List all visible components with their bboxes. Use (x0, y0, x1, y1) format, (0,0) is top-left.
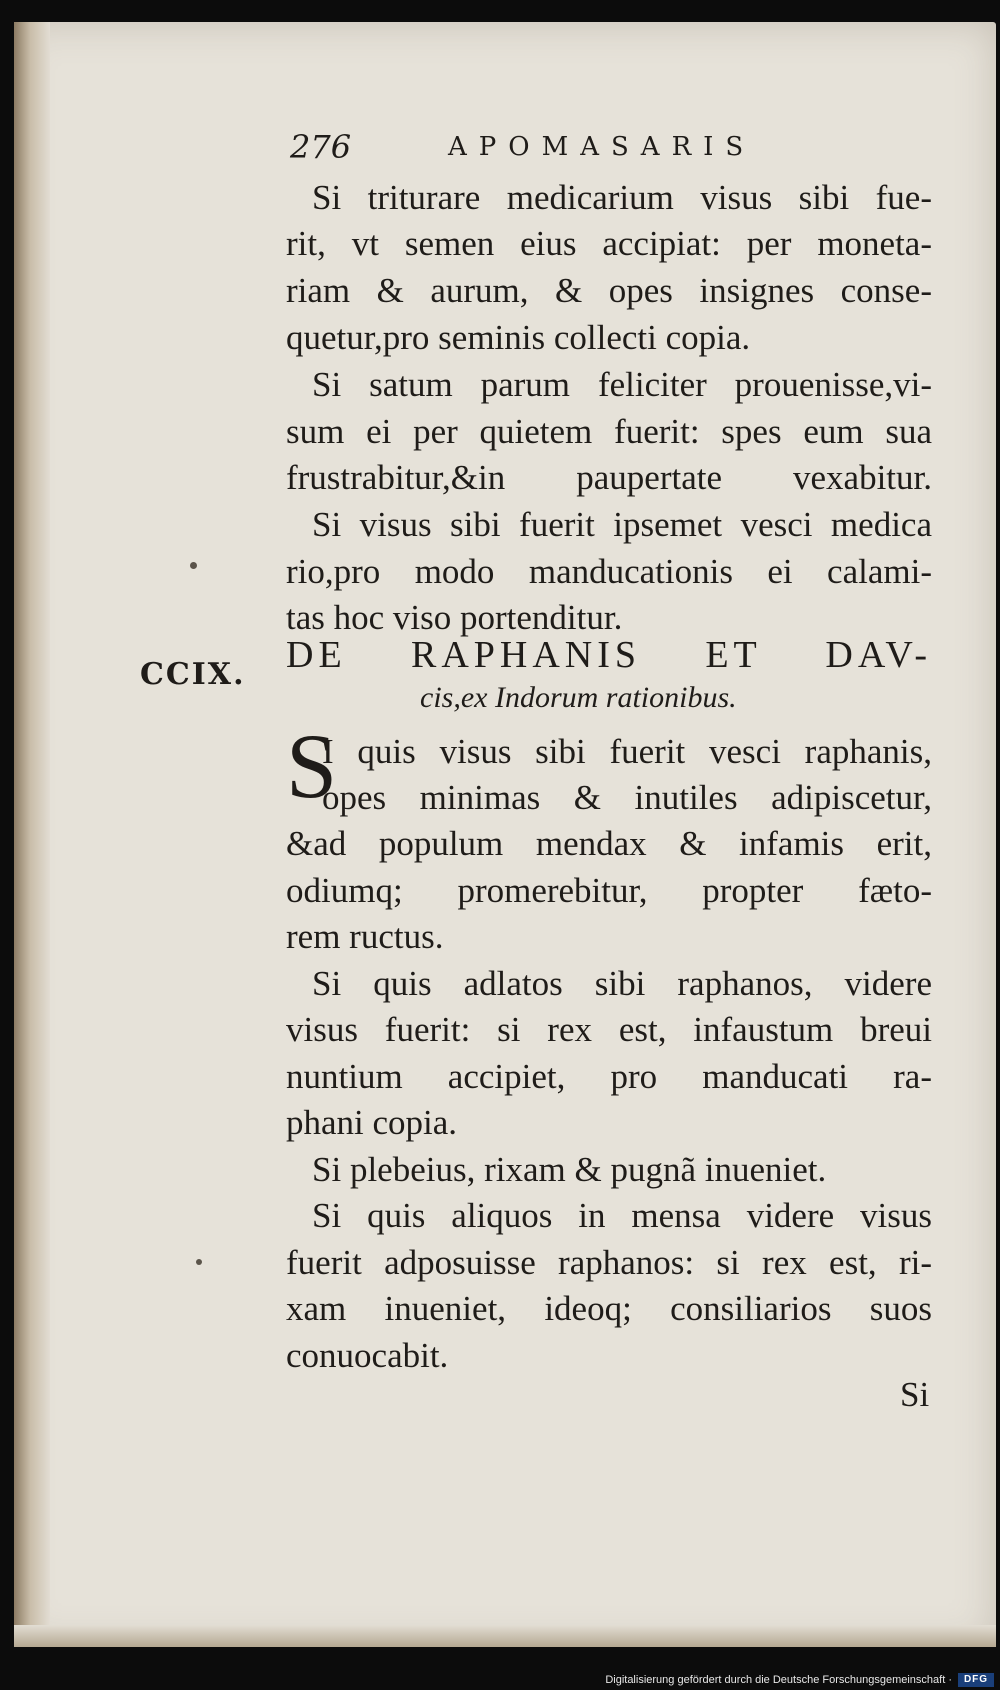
text-line: Si plebeius, rixam & pugnã inueniet. (312, 1150, 827, 1189)
text-line: rit, vt semen eius accipiat: per moneta- (286, 224, 932, 263)
digitization-credit: Digitalisierung gefördert durch die Deutsche Forschungsgemeinschaft · (605, 1674, 952, 1686)
page-bottom-edge (14, 1625, 996, 1647)
text-line: Si visus sibi fuerit ipsemet vesci medica (312, 505, 932, 544)
text-line: I quis visus sibi fuerit vesci raphanis, (322, 732, 932, 771)
text-line: Si triturare medicarium visus sibi fue- (312, 178, 932, 217)
ink-spot (190, 562, 197, 569)
text-line: Si satum parum feliciter prouenisse,vi- (312, 365, 932, 404)
text-line: &ad populum mendax & infamis erit, (286, 824, 932, 863)
text-line: tas hoc viso portenditur. (286, 598, 623, 637)
page-number: 276 (290, 128, 352, 166)
text-line: fuerit adposuisse raphanos: si rex est, ri- (286, 1243, 932, 1282)
text-line: odiumq; promerebitur, propter fæto- (286, 871, 932, 910)
text-line: xam inueniet, ideoq; consiliarios suos (286, 1289, 932, 1328)
text-line: Si quis aliquos in mensa videre visus (312, 1196, 932, 1235)
drop-cap: S (286, 715, 338, 817)
chapter-number: CCIX. (140, 657, 246, 692)
dfg-logo: DFG (958, 1673, 994, 1687)
text-line: sum ei per quietem fuerit: spes eum sua (286, 412, 932, 451)
text-line: visus fuerit: si rex est, infaustum breui (286, 1010, 932, 1049)
page-header (290, 128, 790, 172)
text-line: rem ructus. (286, 917, 444, 956)
text-line: phani copia. (286, 1103, 458, 1142)
page-gutter-shadow (14, 22, 50, 1647)
section-subheading: cis,ex Indorum rationibus. (420, 681, 737, 714)
text-line: nuntium accipiet, pro manducati ra- (286, 1057, 932, 1096)
text-line: rio,pro modo manducationis ei calami- (286, 552, 932, 591)
catchword: Si (900, 1375, 930, 1414)
running-head: APOMASARIS (448, 132, 756, 162)
section-heading: DE RAPHANIS ET DAV- (286, 634, 932, 676)
text-line: quetur,pro seminis collecti copia. (286, 318, 751, 357)
ink-spot (196, 1259, 202, 1265)
text-line: frustrabitur,&in paupertate vexabitur. (286, 458, 932, 497)
text-line: Si quis adlatos sibi raphanos, videre (312, 964, 932, 1003)
text-line: riam & aurum, & opes insignes conse- (286, 271, 932, 310)
text-line: opes minimas & inutiles adipiscetur, (322, 778, 932, 817)
text-line: conuocabit. (286, 1336, 449, 1375)
